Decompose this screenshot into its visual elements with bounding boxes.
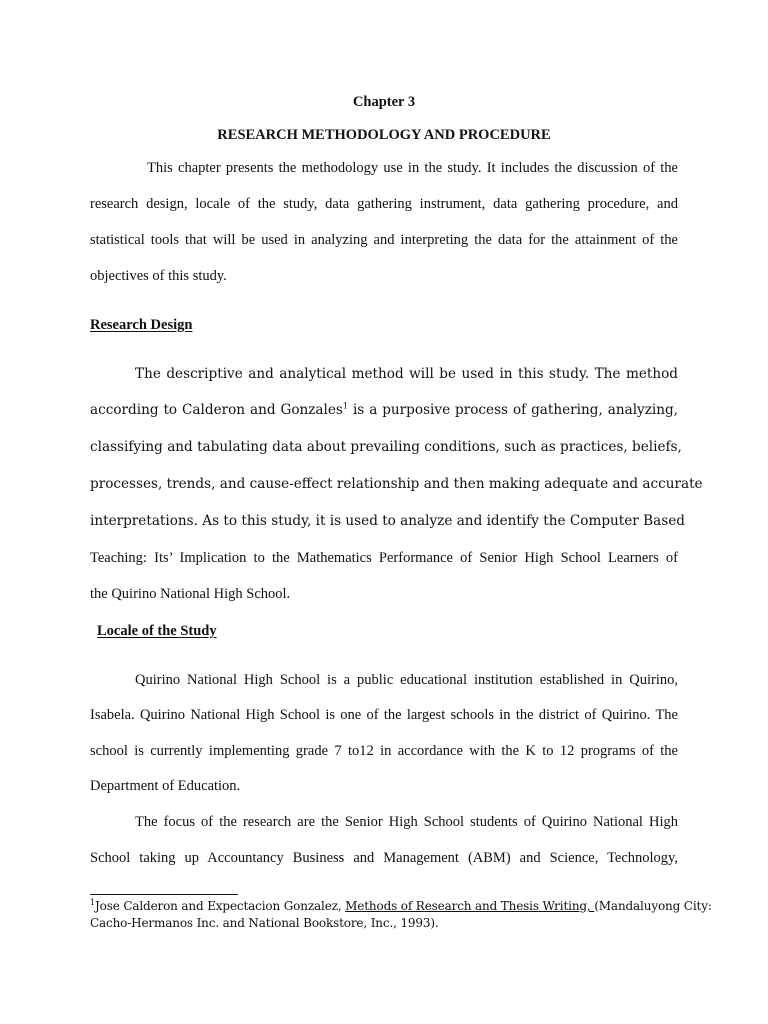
footnote-marker: 1 <box>90 898 95 907</box>
chapter-number: Chapter 3 <box>352 94 416 110</box>
footnote-author: Jose Calderon and Expectacion Gonzalez, <box>94 899 346 913</box>
locale-p2-line-2: School taking up Accountancy Business and Management (ABM) and Science, Technology, <box>90 850 678 866</box>
research-design-heading: Research Design <box>90 317 193 333</box>
research-design-line-1: The descriptive and analytical method will be used in this study. The method <box>135 366 678 382</box>
footnote-book-title: Methods of Research and Thesis Writing, <box>345 899 595 913</box>
research-design-line-2 <box>90 400 678 420</box>
research-design-line-5: interpretations. As to this study, it is used to analyze and identify the Computer Based <box>90 513 685 529</box>
research-design-line-7: the Quirino National High School. <box>90 586 291 602</box>
locale-p2-line-1: The focus of the research are the Senior High School students of Quirino National High <box>135 814 678 830</box>
footnote-line-2: Cacho-Hermanos Inc. and National Bookstore, Inc., 1993). <box>90 916 439 930</box>
locale-line-2: Isabela. Quirino National High School is one of the largest schools in the district of Quirino. The <box>90 707 678 723</box>
footnote-reference: 1 <box>342 401 349 411</box>
chapter-title: RESEARCH METHODOLOGY AND PROCEDURE <box>217 127 551 143</box>
intro-line-3: statistical tools that will be used in analyzing and interpreting the data for the attainment of the <box>90 232 678 248</box>
locale-line-3: school is currently implementing grade 7 to12 in accordance with the K to 12 programs of the <box>90 743 678 759</box>
research-design-line-2-after: is a purposive process of gathering, analyzing, <box>348 402 679 418</box>
intro-line-4: objectives of this study. <box>90 268 227 284</box>
research-design-line-3: classifying and tabulating data about prevailing conditions, such as practices, beliefs, <box>90 439 682 455</box>
intro-line-2: research design, locale of the study, data gathering instrument, data gathering procedure, and <box>90 196 678 212</box>
footnote-separator <box>90 894 238 895</box>
intro-line-1: This chapter presents the methodology use in the study. It includes the discussion of the <box>147 160 678 176</box>
research-design-line-4: processes, trends, and cause-effect relationship and then making adequate and accurate <box>90 476 703 492</box>
footnote-publisher-start: (Mandaluyong City: <box>594 899 712 913</box>
locale-heading: Locale of the Study <box>97 623 217 639</box>
locale-line-4: Department of Education. <box>90 778 241 794</box>
footnote-line-1 <box>90 898 712 914</box>
research-design-line-2-before: according to Calderon and Gonzales <box>90 402 343 418</box>
research-design-line-6: Teaching: Its’ Implication to the Mathematics Performance of Senior High School Learners of <box>90 550 678 566</box>
locale-line-1: Quirino National High School is a public educational institution established in Quirino, <box>135 672 678 688</box>
